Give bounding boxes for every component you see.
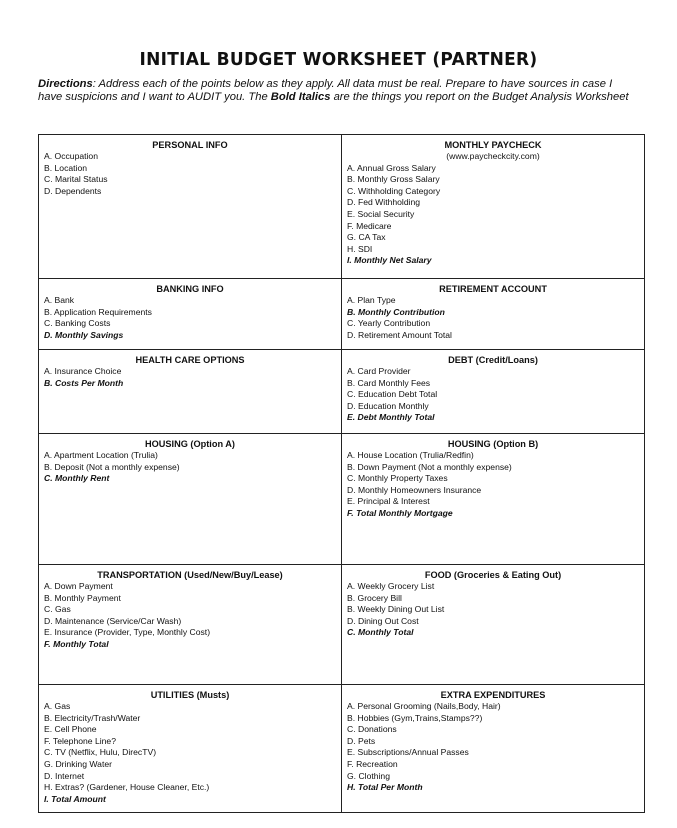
list-item: I. Monthly Net Salary [347, 255, 432, 266]
list-item: I. Total Amount [44, 793, 106, 804]
list-item: G. CA Tax [347, 232, 386, 243]
list-item: D. Retirement Amount Total [347, 329, 452, 340]
list-item: F. Telephone Line? [44, 735, 116, 746]
list-item: D. Fed Withholding [347, 197, 421, 208]
section-banking-info [39, 279, 342, 350]
list-item: B. Location [44, 162, 87, 173]
list-item: D. Dining Out Cost [347, 615, 419, 626]
list-item: B. Costs Per Month [44, 377, 124, 388]
list-item: A. Annual Gross Salary [347, 162, 436, 173]
section-transportation [39, 565, 342, 685]
section-title: DEBT (Credit/Loans) [448, 355, 538, 365]
list-item: B. Monthly Gross Salary [347, 174, 440, 185]
directions-text-1: : Address each of the points below as they apply. All data must be real. Prepare to have sources in case I have suspicions and I want to AUDIT you. The [38, 78, 613, 103]
list-item: B. Deposit (Not a monthly expense) [44, 461, 180, 472]
list-item: H. Total Per Month [347, 782, 423, 793]
list-item: F. Medicare [347, 220, 392, 231]
list-item: B. Monthly Payment [44, 592, 121, 603]
directions [38, 78, 638, 104]
list-item: C. Gas [44, 604, 71, 615]
list-item: D. Maintenance (Service/Car Wash) [44, 615, 182, 626]
section-housing-option-b [342, 434, 645, 565]
list-item: C. Banking Costs [44, 318, 111, 329]
list-item: B. Monthly Contribution [347, 306, 445, 317]
list-item: D. Internet [44, 770, 85, 781]
section-title: HEALTH CARE OPTIONS [135, 355, 245, 365]
list-item: A. Bank [44, 295, 75, 305]
paycheck-source-link: (www.paycheckcity.com) [446, 151, 540, 161]
list-item: E. Cell Phone [44, 724, 97, 735]
list-item: C. Donations [347, 724, 397, 735]
list-item: C. Marital Status [44, 174, 108, 185]
list-item: D. Pets [347, 735, 376, 746]
list-item: C. Yearly Contribution [347, 318, 431, 329]
list-item: F. Total Monthly Mortgage [347, 507, 453, 518]
list-item: D. Monthly Savings [44, 329, 124, 340]
section-utilities [39, 685, 342, 813]
list-item: H. SDI [347, 243, 373, 254]
list-item: F. Recreation [347, 758, 398, 769]
list-item: F. Monthly Total [44, 638, 109, 649]
directions-bold-italics: Bold Italics [270, 91, 331, 103]
list-item: C. Monthly Property Taxes [347, 473, 448, 484]
page-title: INITIAL BUDGET WORKSHEET (PARTNER) [139, 49, 538, 71]
list-item: C. Education Debt Total [347, 389, 438, 400]
list-item: A. Weekly Grocery List [347, 581, 435, 591]
directions-label: Directions [38, 78, 93, 90]
list-item: C. TV (Netflix, Hulu, DirecTV) [44, 747, 157, 758]
list-item: E. Subscriptions/Annual Passes [347, 747, 469, 758]
list-item: B. Hobbies (Gym,Trains,Stamps??) [347, 712, 483, 723]
list-item: E. Principal & Interest [347, 496, 430, 507]
list-item: A. Gas [44, 701, 71, 711]
section-retirement-account [342, 279, 645, 350]
list-item: B. Grocery Bill [347, 592, 402, 603]
list-item: A. Plan Type [347, 295, 396, 305]
list-item: A. Occupation [44, 151, 98, 161]
section-title: PERSONAL INFO [152, 140, 228, 150]
list-item: A. House Location (Trulia/Redfin) [347, 450, 474, 460]
list-item: E. Insurance (Provider, Type, Monthly Cost) [44, 627, 211, 638]
list-item: B. Down Payment (Not a monthly expense) [347, 461, 512, 472]
section-title: EXTRA EXPENDITURES [440, 690, 546, 700]
list-item: E. Social Security [347, 208, 415, 219]
section-title: HOUSING (Option B) [447, 439, 539, 449]
worksheet-grid [38, 134, 645, 813]
section-debt [342, 350, 645, 434]
list-item: B. Weekly Dining Out List [347, 604, 445, 615]
list-item: E. Debt Monthly Total [347, 412, 435, 423]
section-title: HOUSING (Option A) [145, 439, 235, 449]
section-monthly-paycheck [342, 135, 645, 279]
section-title: MONTHLY PAYCHECK [444, 140, 542, 150]
list-item: B. Application Requirements [44, 306, 152, 317]
section-food [342, 565, 645, 685]
section-title: RETIREMENT ACCOUNT [439, 284, 547, 294]
section-extra-expenditures [342, 685, 645, 813]
list-item: G. Clothing [347, 770, 390, 781]
list-item: A. Card Provider [347, 366, 411, 376]
list-item: D. Dependents [44, 185, 102, 196]
list-item: D. Monthly Homeowners Insurance [347, 484, 482, 495]
list-item: H. Extras? (Gardener, House Cleaner, Etc.) [44, 782, 210, 793]
list-item: A. Apartment Location (Trulia) [44, 450, 158, 460]
directions-text-2: are the things you report on the Budget Analysis Worksheet [330, 91, 629, 103]
list-item: B. Card Monthly Fees [347, 377, 431, 388]
list-item: A. Insurance Choice [44, 366, 122, 376]
section-health-care-options [39, 350, 342, 434]
section-title: UTILITIES (Musts) [150, 690, 230, 700]
section-housing-option-a [39, 434, 342, 565]
section-title: TRANSPORTATION (Used/New/Buy/Lease) [97, 570, 283, 580]
list-item: C. Monthly Rent [44, 473, 110, 484]
list-item: C. Monthly Total [347, 627, 414, 638]
list-item: A. Personal Grooming (Nails,Body, Hair) [347, 701, 501, 711]
list-item: C. Withholding Category [347, 185, 441, 196]
section-title: FOOD (Groceries & Eating Out) [424, 570, 562, 580]
list-item: A. Down Payment [44, 581, 113, 591]
list-item: G. Drinking Water [44, 758, 112, 769]
list-item: B. Electricity/Trash/Water [44, 712, 141, 723]
list-item: D. Education Monthly [347, 400, 429, 411]
section-title: BANKING INFO [156, 284, 224, 294]
section-personal-info [39, 135, 342, 279]
